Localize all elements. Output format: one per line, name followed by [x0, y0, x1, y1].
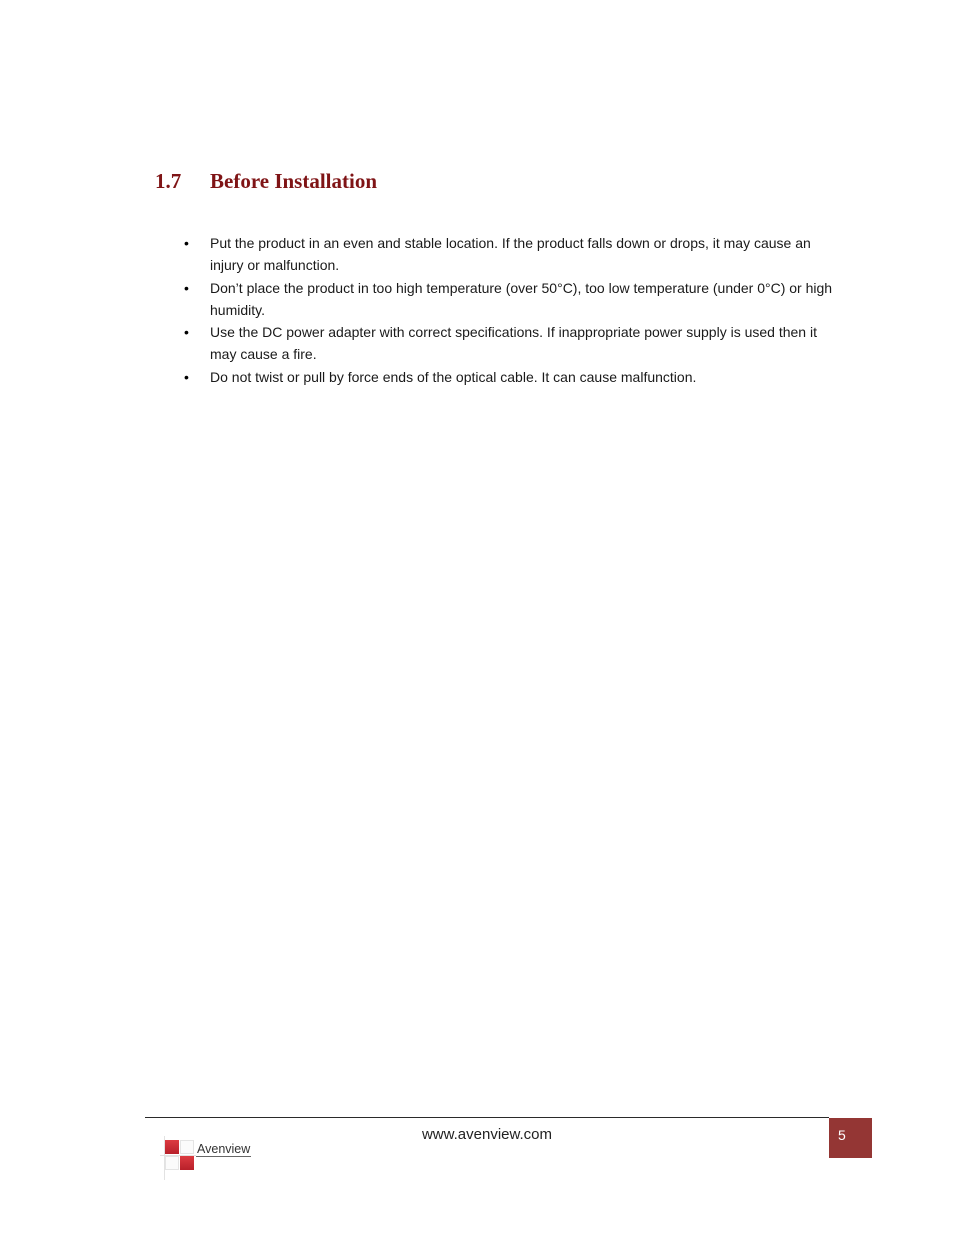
footer-url: www.avenview.com: [421, 1126, 553, 1143]
bullet-item: • Use the DC power adapter with correct specifications. If inappropriate power supply is used then it may cause a fire.: [210, 321, 840, 365]
bullet-item: • Don’t place the product in too high temperature (over 50°C), too low temperature (under 0°C) or high humidity.: [210, 277, 840, 321]
section-number: 1.7: [155, 169, 182, 193]
page-number: 5: [838, 1127, 846, 1143]
logo-text: Avenview: [197, 1142, 251, 1156]
avenview-logo: [158, 1134, 258, 1184]
bullet-list: [210, 232, 840, 389]
bullet-item: • Put the product in an even and stable location. If the product falls down or drops, it may cause an injury or malfunction.: [210, 232, 840, 276]
logo-square-icon: [180, 1156, 194, 1170]
section-title: Before Installation: [210, 169, 378, 193]
page-number-box: [829, 1118, 872, 1158]
footer-rule: [145, 1117, 829, 1118]
logo-square-icon: [180, 1140, 194, 1154]
bullet-item: • Do not twist or pull by force ends of the optical cable. It can cause malfunction.: [210, 366, 840, 388]
logo-square-icon: [165, 1156, 179, 1170]
logo-square-icon: [165, 1140, 179, 1154]
